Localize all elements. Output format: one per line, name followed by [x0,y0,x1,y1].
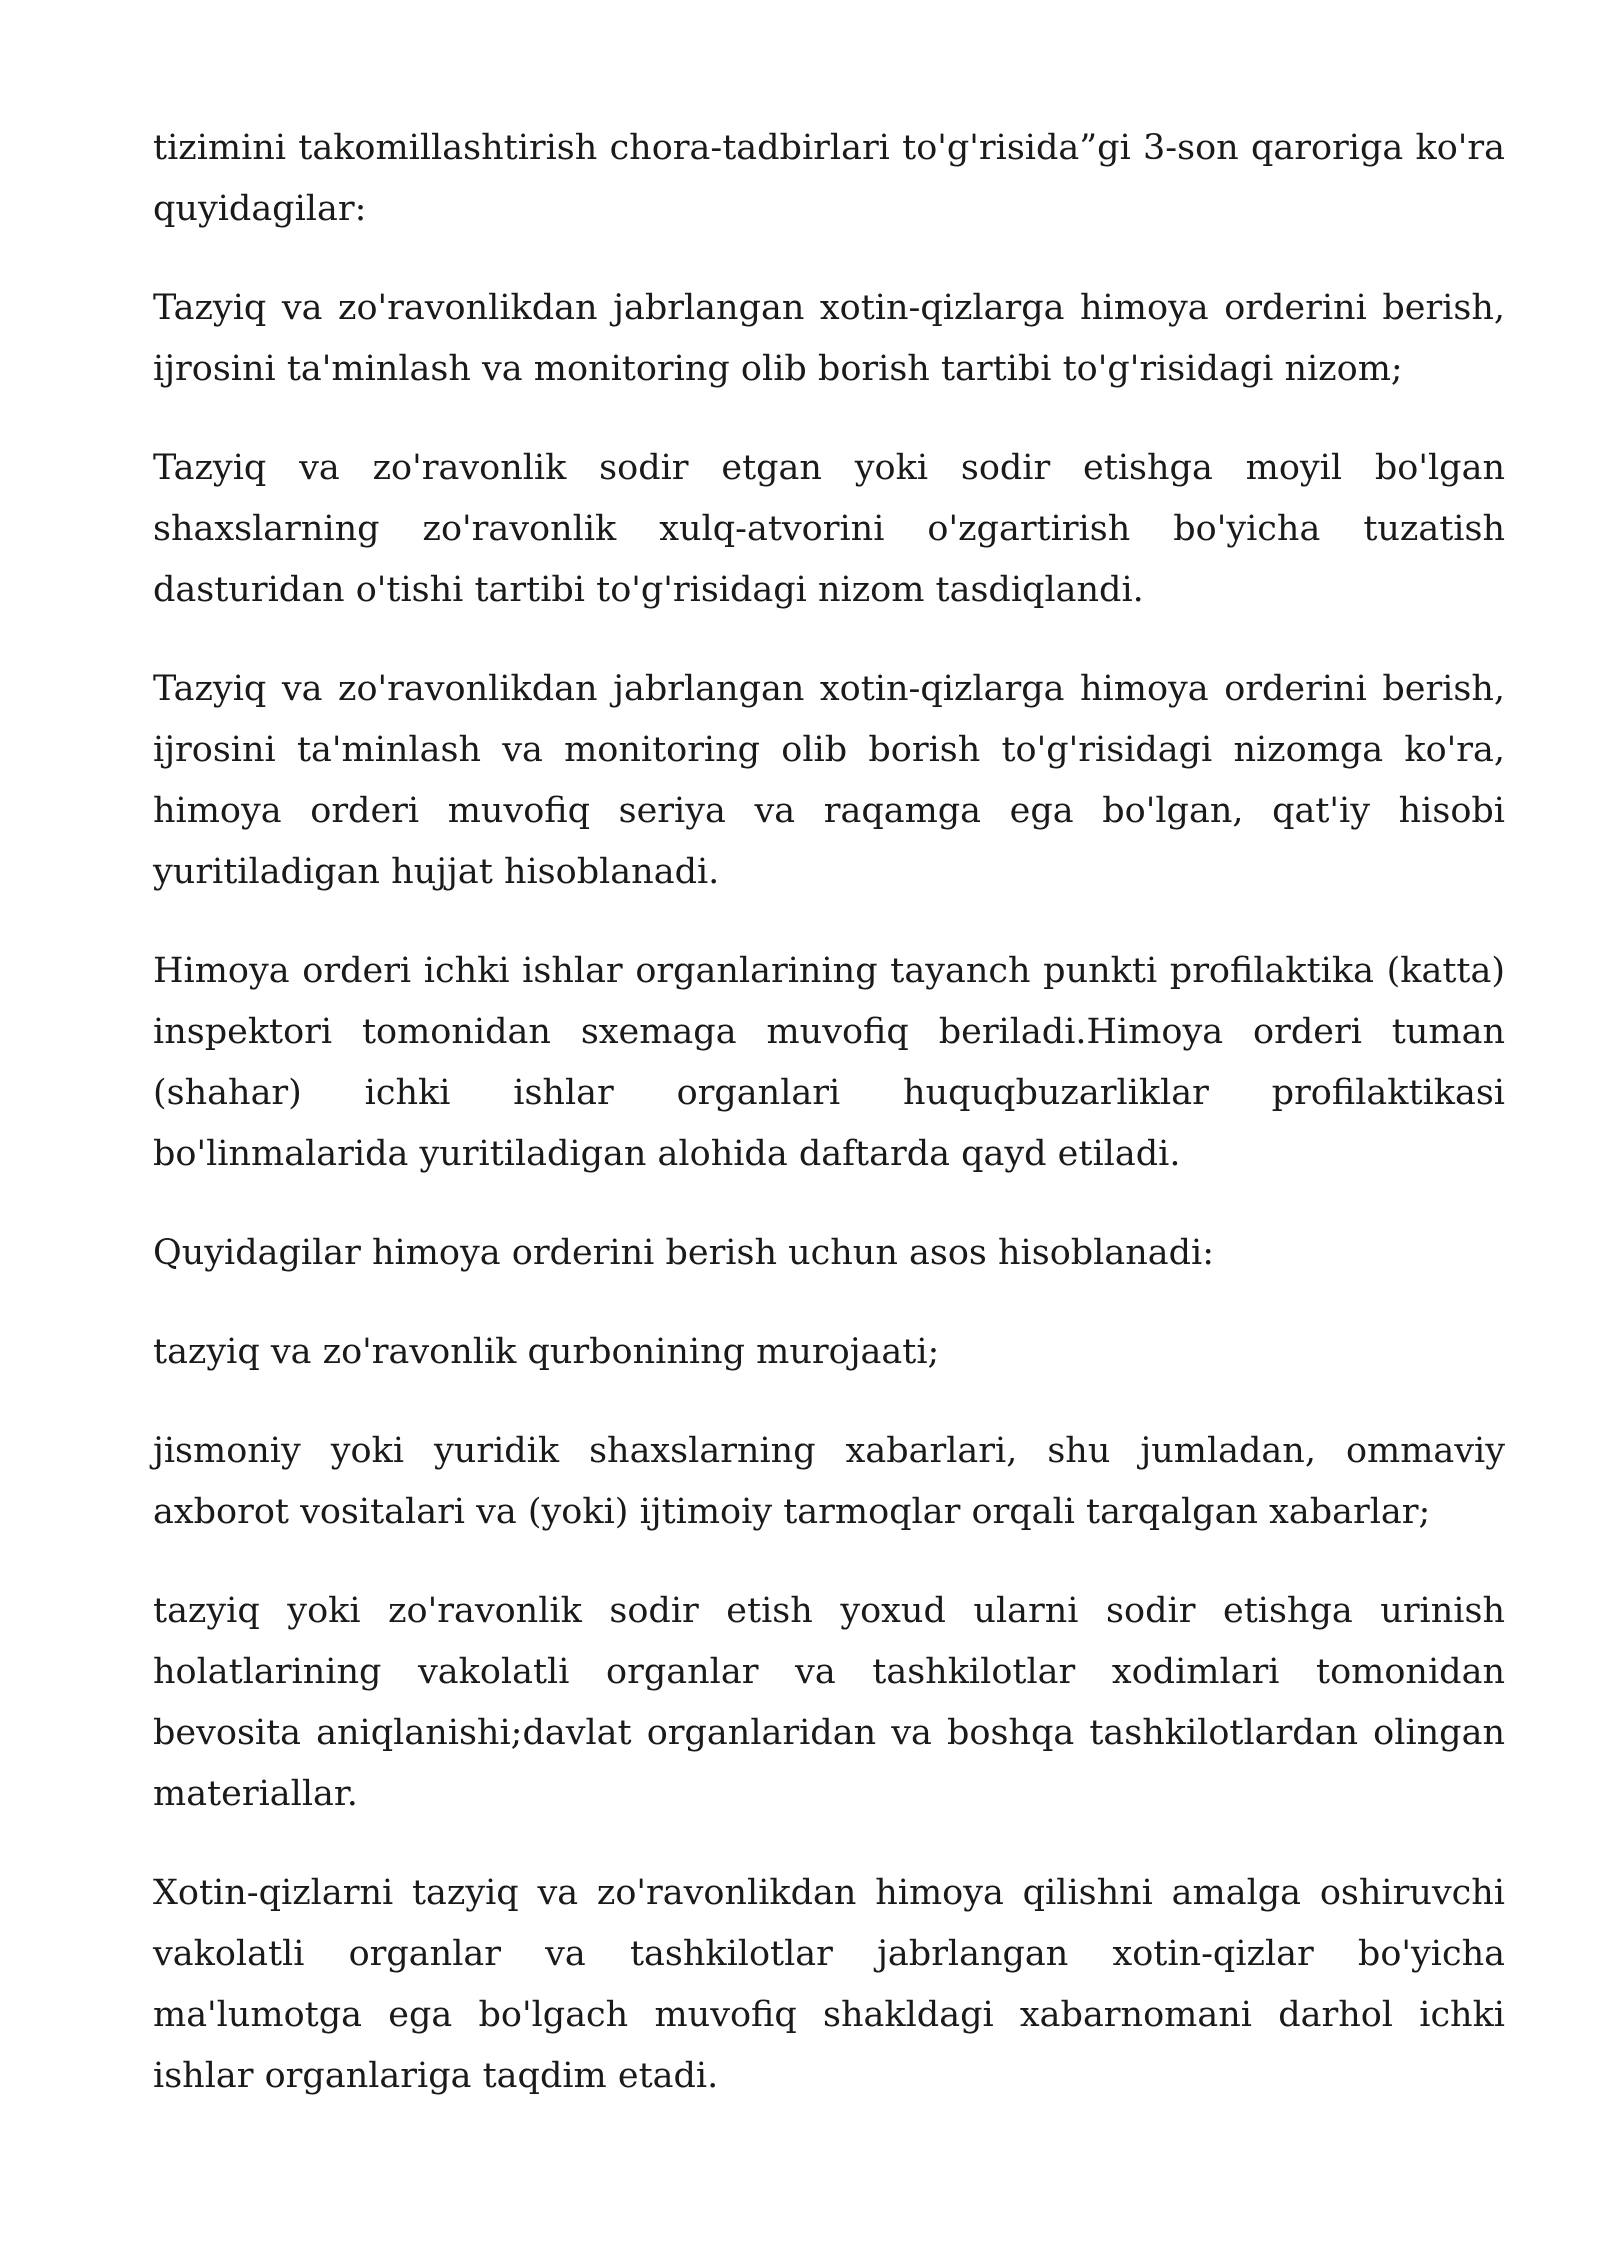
paragraph-6: Quyidagilar himoya orderini berish uchun asos hisoblanadi: [153,1233,1215,1273]
paragraph-9: tazyiq yoki zo'ravonlik sodir etish yoxud ularni sodir etishga urinish holatlarining vakolatli organlar va tashkilotlar xodimlari tomonidan bevosita aniqlanishi;davlat organlaridan va boshqa tashkilotlardan olingan materiallar. [153,1591,1505,1814]
paragraph-7: tazyiq va zo'ravonlik qurbonining murojaati; [153,1332,940,1372]
paragraph-10: Xotin-qizlarni tazyiq va zo'ravonlikdan himoya qilishni amalga oshiruvchi vakolatli organlar va tashkilotlar jabrlangan xotin-qizlar bo'yicha ma'lumotga ega bo'lgach muvofiq shakldagi xabarnomani darhol ichki ishlar organlariga taqdim etadi. [153,1873,1505,2096]
document-body [153,118,1505,2145]
paragraph-8: jismoniy yoki yuridik shaxslarning xabarlari, shu jumladan, ommaviy axborot vositalari va (yoki) ijtimoiy tarmoqlar orqali tarqalgan xabarlar; [153,1431,1505,1532]
paragraph-5: Himoya orderi ichki ishlar organlarining tayanch punkti profilaktika (katta) inspektori tomonidan sxemaga muvofiq beriladi.Himoya orderi tuman (shahar) ichki ishlar organlari huquqbuzarliklar profilaktikasi bo'linmalarida yuritiladigan alohida daftarda qayd etiladi. [153,951,1505,1174]
paragraph-4: Tazyiq va zo'ravonlikdan jabrlangan xotin-qizlarga himoya orderini berish, ijrosini ta'minlash va monitoring olib borish to'g'risidagi nizomga ko'ra, himoya orderi muvofiq seriya va raqamga ega bo'lgan, qat'iy hisobi yuritiladigan hujjat hisoblanadi. [153,669,1505,892]
paragraph-2: Tazyiq va zo'ravonlikdan jabrlangan xotin-qizlarga himoya orderini berish, ijrosini ta'minlash va monitoring olib borish tartibi to'g'risidagi nizom; [153,288,1505,389]
paragraph-3: Tazyiq va zo'ravonlik sodir etgan yoki sodir etishga moyil bo'lgan shaxslarning zo'ravonlik xulq-atvorini o'zgartirish bo'yicha tuzatish dasturidan o'tishi tartibi to'g'risidagi nizom tasdiqlandi. [153,448,1505,610]
paragraph-1: tizimini takomillashtirish chora-tadbirlari to'g'risida”gi 3-son qaroriga ko'ra quyidagilar: [153,128,1505,229]
